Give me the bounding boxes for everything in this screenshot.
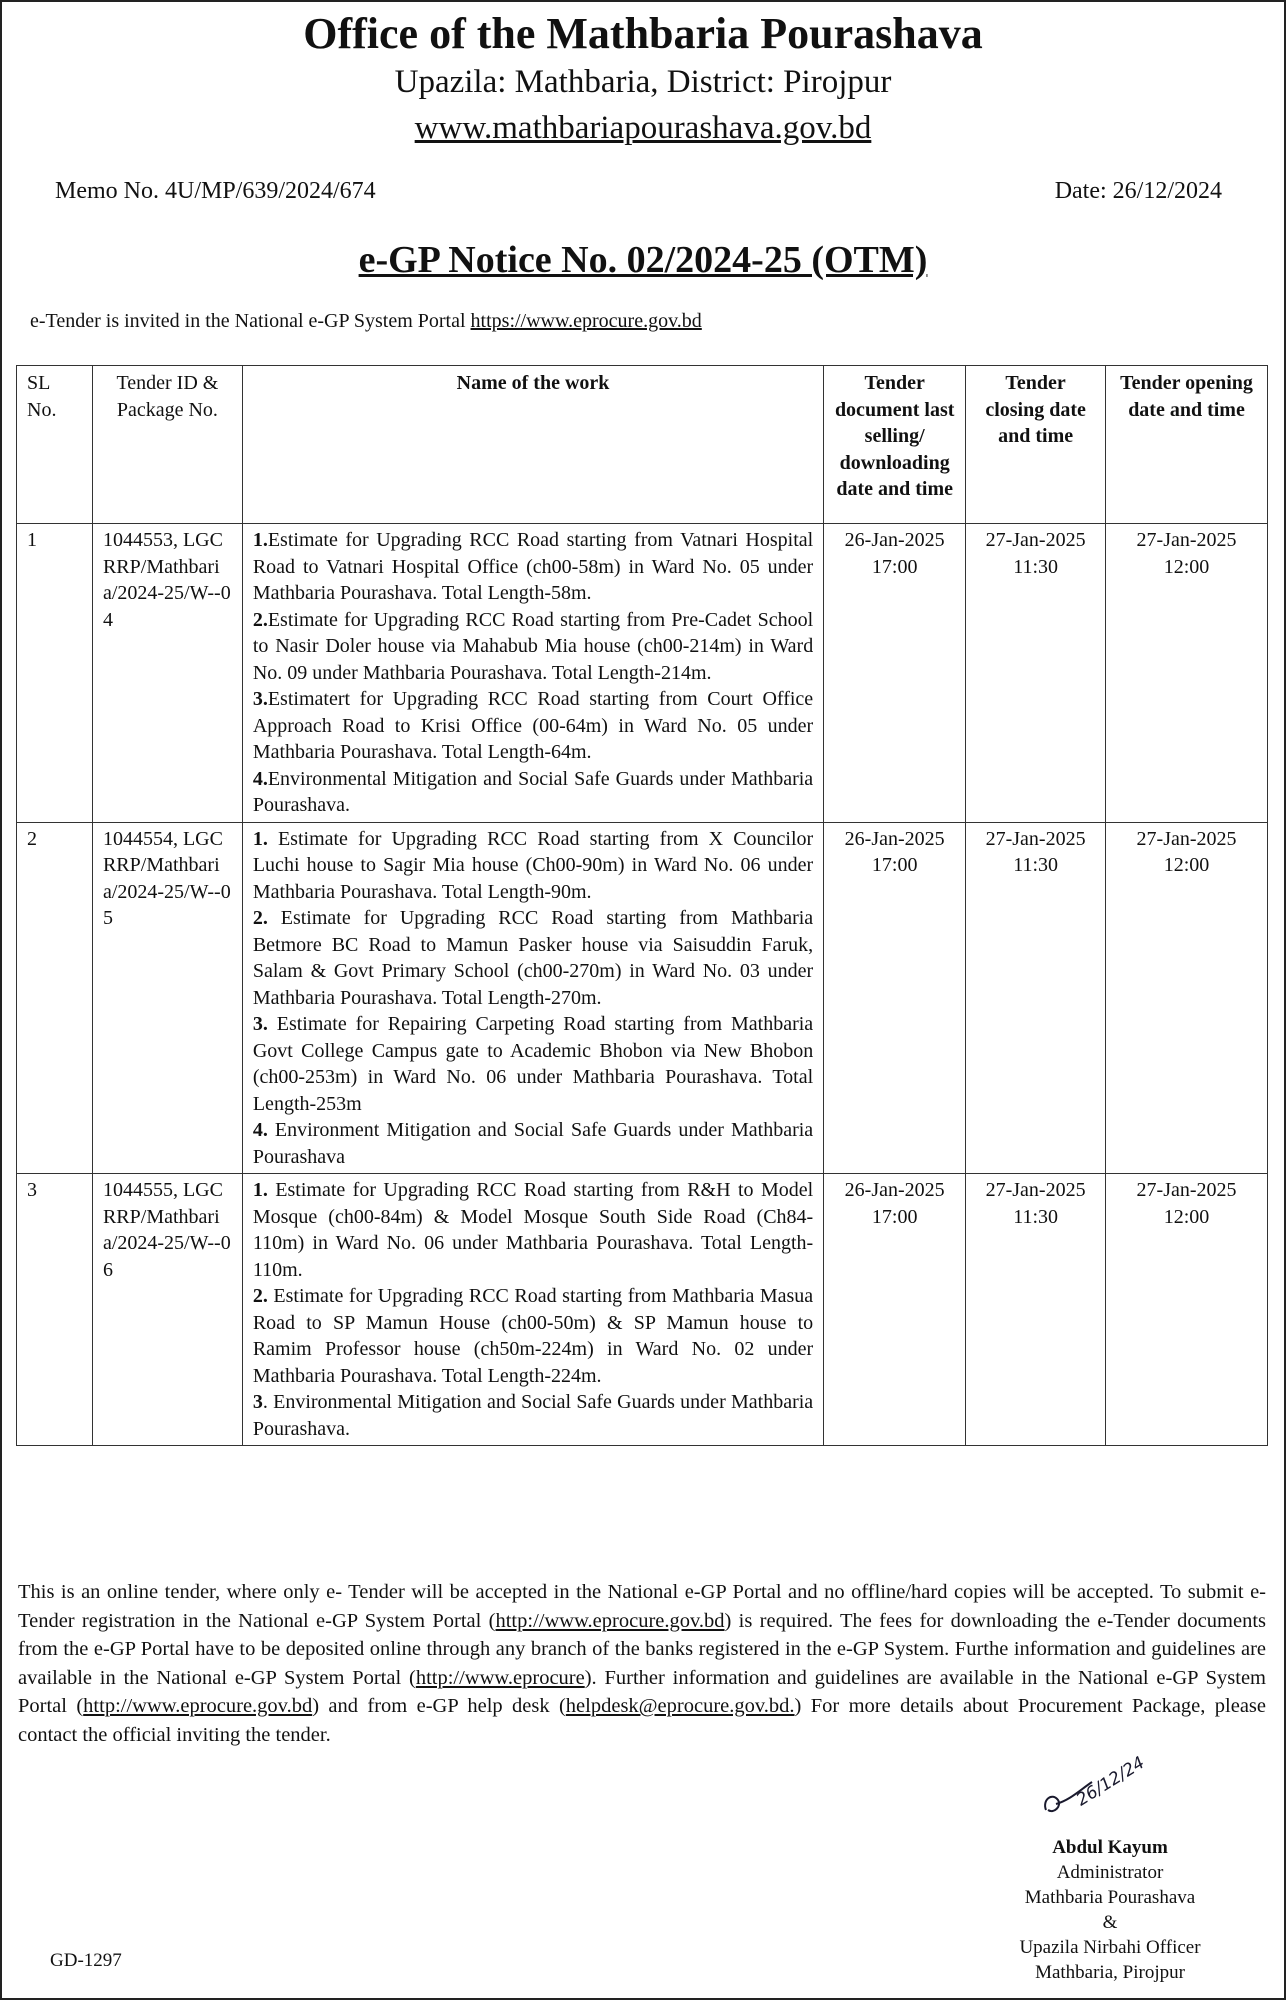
helpdesk-email-link[interactable]: helpdesk@eprocure.gov.bd. [565, 1695, 795, 1717]
work-item [253, 905, 813, 1011]
work-item-number: 1. [252, 529, 268, 551]
cell-selling-date: 26-Jan-2025 17:00 [824, 822, 966, 1174]
col-header-work: Name of the work [242, 366, 823, 524]
signatory-title: Administrator [1056, 1862, 1164, 1883]
office-website-link[interactable]: www.mathbariapourashava.gov.bd [414, 110, 872, 146]
work-item-number: 3 [252, 1391, 263, 1413]
handwritten-signature [1040, 1730, 1170, 1830]
work-item-text: Environment Mitigation and Social Safe Guards under Mathbaria Pourashava [252, 1119, 814, 1168]
work-item-text: Estimate for Upgrading RCC Road starting from Mathbaria Masua Road to SP Mamun House (ch00-50m) & SP Mamun house to Ramim Professor house (ch50m-224m) in Ward No. 02 under Mathbaria Pourashava. Total Length-224m. [252, 1285, 814, 1387]
work-item [253, 826, 813, 906]
reference-code: GD-1297 [50, 1950, 122, 1971]
work-item-text: Environmental Mitigation and Social Safe Guards under Mathbaria Pourashava. [252, 767, 814, 816]
work-item-number: 1. [252, 1179, 268, 1201]
cell-work [242, 1174, 823, 1446]
cell-closing-date: 27-Jan-2025 11:30 [966, 822, 1106, 1174]
signatory-amp: & [1102, 1912, 1118, 1933]
cell-closing-date: 27-Jan-2025 11:30 [966, 524, 1106, 823]
cell-opening-date: 27-Jan-2025 12:00 [1106, 524, 1268, 823]
office-title: Office of the Mathbaria Pourashava [303, 9, 983, 58]
work-item-number: 4. [252, 767, 268, 790]
cell-sl: 1 [17, 524, 93, 823]
table-row [17, 1174, 1268, 1446]
work-item [253, 1011, 813, 1117]
work-item-number: 2. [252, 907, 268, 929]
footer-link-2[interactable]: http://www.eprocure [415, 1666, 585, 1689]
cell-selling-date: 26-Jan-2025 17:00 [824, 1174, 966, 1446]
col-header-selling: Tender document last selling/ downloading date and time [824, 366, 966, 524]
work-item-text: Estimatert for Upgrading RCC Road starting from Court Office Approach Road to Krisi Office (00-64m) in Ward No. 05 under Mathbaria Pourashava. Total Length-64m. [252, 688, 814, 763]
signatory-office: Mathbaria Pourashava [1024, 1887, 1196, 1908]
work-item-text: Estimate for Upgrading RCC Road starting from X Councilor Luchi house to Sagir Mia house (Ch00-90m) in Ward No. 06 under Mathbaria Pourashava. Total Length-90m. [252, 827, 814, 903]
col-header-opening: Tender opening date and time [1106, 366, 1268, 524]
table-row [17, 524, 1268, 823]
work-item-text: Estimate for Upgrading RCC Road starting from Mathbaria Betmore BC Road to Mamun Pasker house via Saisuddin Faruk, Salam & Govt Primary School (ch00-270m) in Ward No. 03 under Mathbaria Pourashava. Total Length-270m. [252, 907, 814, 1009]
work-item [253, 527, 813, 607]
work-item-text: Estimate for Upgrading RCC Road starting from Pre-Cadet School to Nasir Doler house via Mahabub Mia house (ch00-214m) in Ward No. 09 under Mathbaria Pourashava. Total Length-214m. [252, 608, 814, 684]
work-item-number: 3. [252, 1013, 268, 1035]
col-header-closing: Tender closing date and time [966, 366, 1106, 524]
work-item-number: 2. [252, 608, 268, 631]
work-item-text: Estimate for Upgrading RCC Road starting from R&H to Model Mosque (ch00-84m) & Model Mosque South Side Road (Ch84-110m) in Ward No. 06 under Mathbaria Pourashava. Total Length-110m. [252, 1179, 814, 1281]
cell-opening-date: 27-Jan-2025 12:00 [1106, 1174, 1268, 1446]
invite-text: e-Tender is invited in the National e-GP System Portal [30, 310, 471, 332]
work-item-number: 2. [252, 1285, 268, 1307]
footer-part-3: ). Further information and guidelines are available in the National e-GP System Portal ( [18, 1666, 1266, 1717]
cell-selling-date: 26-Jan-2025 17:00 [824, 524, 966, 823]
office-address: Upazila: Mathbaria, District: Pirojpur [394, 64, 892, 100]
work-item [253, 766, 813, 819]
footer-part-5: ) For more details about Procurement Package, please contact the official inviting the tender. [18, 1695, 1266, 1746]
work-item [253, 607, 813, 687]
footer-part-2: ) is required. The fees for downloading the e-Tender documents from the e-GP Portal have to be deposited online through any branch of the banks registered in the e-GP System. Furthe information and guidelines are available in the National e-GP System Portal ( [18, 1609, 1267, 1689]
work-item-number: 4. [252, 1119, 268, 1141]
cell-tender-id: 1044555, LGCRRP/Mathbaria/2024-25/W--06 [92, 1174, 242, 1446]
cell-closing-date: 27-Jan-2025 11:30 [966, 1174, 1106, 1446]
notice-date: Date: 26/12/2024 [1054, 178, 1222, 204]
cell-tender-id: 1044553, LGCRRP/Mathbaria/2024-25/W--04 [92, 524, 242, 823]
cell-work [242, 822, 823, 1174]
cell-sl: 3 [17, 1174, 93, 1446]
work-item [253, 1389, 813, 1442]
invite-line [30, 310, 702, 333]
col-header-tender-id: Tender ID & Package No. [92, 366, 242, 524]
memo-number: Memo No. 4U/MP/639/2024/674 [55, 178, 376, 204]
work-item-number: 3. [252, 688, 268, 710]
work-item-text: Estimate for Repairing Carpeting Road starting from Mathbaria Govt College Campus gate to Academic Bhobon via New Bhobon (ch00-253m) in Ward No. 06 under Mathbaria Pourashava. Total Length-253m [252, 1013, 814, 1115]
col-header-sl: SL No. [17, 366, 93, 524]
footer-link-1[interactable]: http://www.eprocure.gov.bd [495, 1609, 725, 1632]
work-item [253, 686, 813, 766]
signatory-title-2: Upazila Nirbahi Officer [1019, 1937, 1201, 1958]
eprocure-link[interactable]: https://www.eprocure.gov.bd [470, 310, 702, 332]
footer-link-3[interactable]: http://www.eprocure.gov.bd [83, 1695, 313, 1717]
cell-work [242, 524, 823, 823]
signatory-block [960, 1835, 1260, 1985]
signatory-name: Abdul Kayum [1052, 1837, 1168, 1858]
work-item-text: Estimate for Upgrading RCC Road starting from Vatnari Hospital Road to Vatnari Hospital Office (ch00-58m) in Ward No. 05 under Mathbaria Pourashava. Total Length-58m. [252, 529, 814, 604]
work-item [253, 1177, 813, 1283]
notice-heading: e-GP Notice No. 02/2024-25 (OTM) [358, 239, 928, 281]
footer-part-1: This is an online tender, where only e- Tender will be accepted in the National e-GP Portal and no offline/hard copies will be accepted. To submit e-Tender registration in the National e-GP System Portal ( [18, 1581, 1266, 1632]
table-row [17, 822, 1268, 1174]
signatory-place: Mathbaria, Pirojpur [1035, 1962, 1185, 1983]
cell-opening-date: 27-Jan-2025 12:00 [1106, 822, 1268, 1174]
work-item-text: . Environmental Mitigation and Social Safe Guards under Mathbaria Pourashava. [252, 1391, 814, 1440]
work-item [253, 1117, 813, 1170]
footer-part-4: ) and from e-GP help desk ( [312, 1695, 566, 1717]
cell-sl: 2 [17, 822, 93, 1174]
signature-date: 26/12/24 [1072, 1752, 1149, 1811]
footer-text [18, 1578, 1266, 1749]
tender-table [16, 365, 1268, 1446]
cell-tender-id: 1044554, LGCRRP/Mathbaria/2024-25/W--05 [92, 822, 242, 1174]
table-header-row [17, 366, 1268, 524]
work-item-number: 1. [252, 827, 268, 850]
work-item [253, 1283, 813, 1389]
